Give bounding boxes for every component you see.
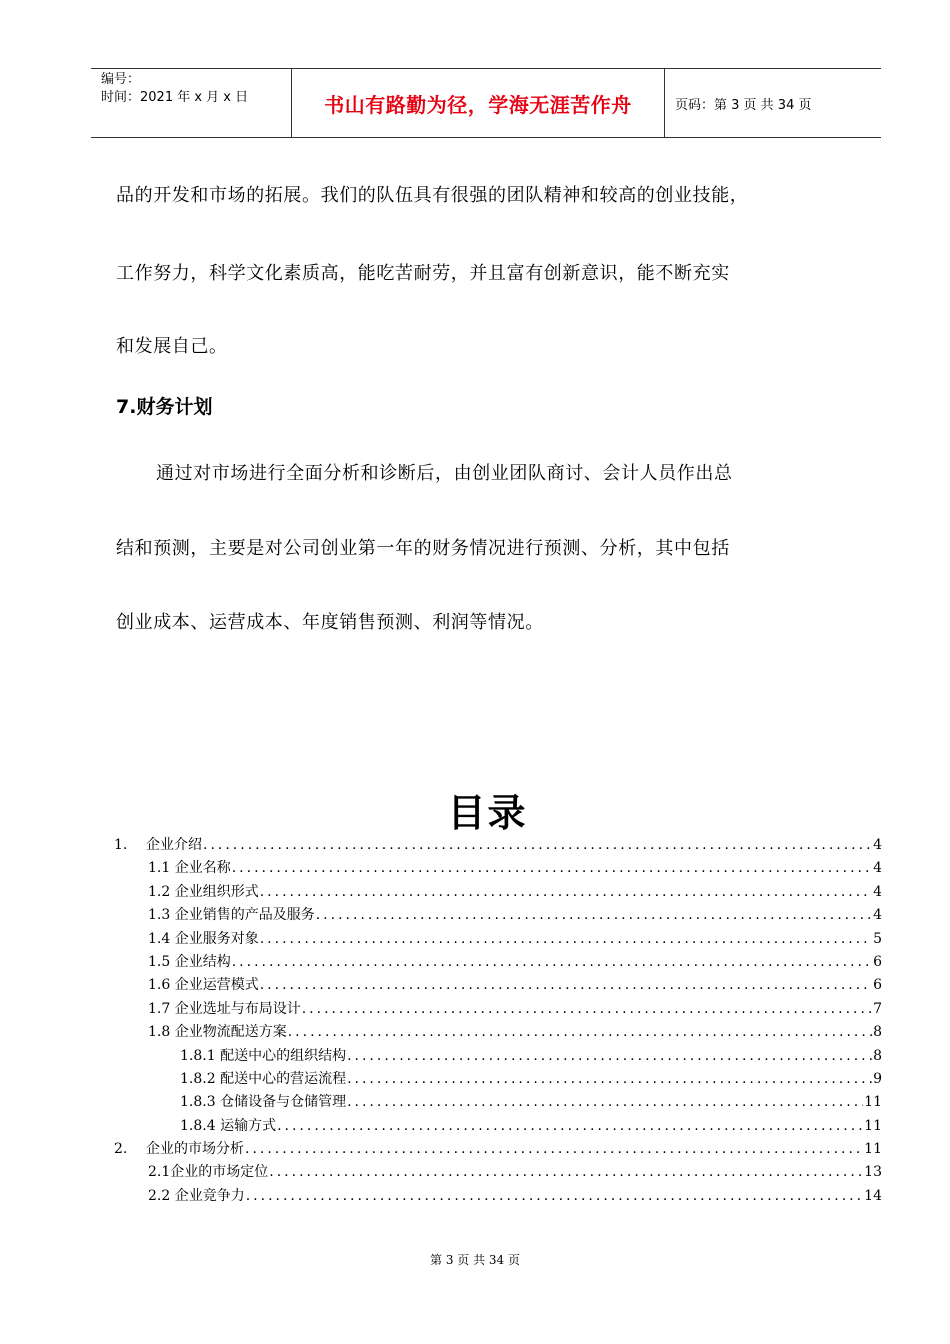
toc-entry-number: 2.2 bbox=[148, 1187, 171, 1204]
toc-title: 目录 bbox=[447, 791, 528, 835]
toc-entry-page: 8 bbox=[873, 1047, 882, 1064]
toc-entry-text: 企业销售的产品及服务 bbox=[174, 907, 315, 924]
toc-leader-dots bbox=[245, 1138, 863, 1161]
toc-entry-text: 企业介绍 bbox=[146, 837, 202, 853]
toc-leader-dots bbox=[246, 1185, 863, 1208]
toc-entry[interactable] bbox=[114, 974, 882, 997]
toc-entry[interactable] bbox=[114, 928, 882, 951]
toc-entry-text: 仓储设备与仓储管理 bbox=[220, 1094, 347, 1111]
header-time-label: 时间：2021 年 x 月 x 日 bbox=[101, 90, 249, 105]
toc-entry-text: 企业名称 bbox=[174, 860, 231, 877]
header-code-label: 编号： bbox=[101, 72, 141, 87]
toc-entry[interactable] bbox=[114, 1185, 882, 1208]
toc-entry-text: 企业服务对象 bbox=[174, 930, 259, 947]
toc-entry-number: 1.8.2 bbox=[180, 1070, 216, 1087]
toc-entry[interactable] bbox=[114, 834, 882, 857]
header-page-info: 页码：第 3 页 共 34 页 bbox=[675, 97, 812, 113]
toc-entry[interactable] bbox=[114, 904, 882, 927]
toc-leader-dots bbox=[203, 834, 872, 857]
toc-entry-text: 企业运营模式 bbox=[174, 977, 259, 994]
toc-leader-dots bbox=[347, 1068, 872, 1091]
toc-leader-dots bbox=[260, 881, 872, 904]
toc-leader-dots bbox=[347, 1091, 863, 1114]
toc-entry-page: 6 bbox=[873, 977, 882, 994]
toc-entry-text: 配送中心的组织结构 bbox=[220, 1047, 347, 1064]
toc-leader-dots bbox=[288, 1021, 872, 1044]
team-paragraph-line-1: 品的开发和市场的拓展。我们的队伍具有很强的团队精神和较高的创业技能， bbox=[116, 185, 749, 206]
page-header bbox=[91, 68, 881, 138]
toc-leader-dots bbox=[260, 928, 872, 951]
toc-entry-text: 企业选址与布局设计 bbox=[174, 1000, 301, 1017]
toc-entry-number: 1.8.4 bbox=[180, 1117, 216, 1134]
toc-entry-page: 6 bbox=[873, 953, 882, 970]
header-meta-cell bbox=[91, 69, 292, 137]
toc-entry-page: 4 bbox=[873, 837, 882, 853]
toc-entry-number: 1.8 bbox=[148, 1024, 171, 1041]
finance-paragraph-line-1: 通过对市场进行全面分析和诊断后，由创业团队商讨、会计人员作出总 bbox=[156, 463, 733, 484]
toc-entry[interactable] bbox=[114, 1068, 882, 1091]
toc-entry-number: 1.8.1 bbox=[180, 1047, 216, 1064]
toc-entry-page: 13 bbox=[864, 1164, 882, 1181]
toc-entry-number: 1.4 bbox=[148, 930, 171, 947]
toc-entry-page: 4 bbox=[873, 883, 882, 900]
finance-paragraph-line-2: 结和预测，主要是对公司创业第一年的财务情况进行预测、分析，其中包括 bbox=[116, 538, 730, 559]
toc-entry-page: 11 bbox=[864, 1117, 882, 1134]
toc-entry-number: 1.7 bbox=[148, 1000, 171, 1017]
toc-entry[interactable] bbox=[114, 857, 882, 880]
toc-entry-page: 9 bbox=[873, 1070, 882, 1087]
team-paragraph-line-2: 工作努力，科学文化素质高，能吃苦耐劳，并且富有创新意识，能不断充实 bbox=[116, 263, 730, 284]
toc-leader-dots bbox=[316, 904, 872, 927]
toc-leader-dots bbox=[269, 1161, 863, 1184]
toc-entry-number: 2.1 bbox=[148, 1164, 171, 1181]
toc-leader-dots bbox=[232, 951, 872, 974]
toc-entry-page: 4 bbox=[873, 907, 882, 924]
section-heading-finance: 7.财务计划 bbox=[116, 396, 213, 418]
toc-entry-page: 11 bbox=[864, 1141, 882, 1158]
toc-entry-number: 1.5 bbox=[148, 953, 171, 970]
toc-leader-dots bbox=[277, 1115, 863, 1138]
toc-entry-text: 企业竞争力 bbox=[174, 1187, 245, 1204]
toc-entry-page: 14 bbox=[864, 1187, 882, 1204]
toc-entry[interactable] bbox=[114, 1021, 882, 1044]
toc-entry-text: 企业的市场分析 bbox=[146, 1141, 244, 1158]
toc-entry-number: 1. bbox=[114, 837, 128, 853]
toc-entry-text: 企业组织形式 bbox=[174, 883, 259, 900]
toc-entry[interactable] bbox=[114, 881, 882, 904]
toc-entry-number: 2. bbox=[114, 1141, 128, 1158]
toc-entry-text: 企业的市场定位 bbox=[170, 1164, 269, 1181]
toc-entry[interactable] bbox=[114, 1045, 882, 1068]
finance-paragraph-line-3: 创业成本、运营成本、年度销售预测、利润等情况。 bbox=[116, 612, 544, 633]
toc-entry-page: 11 bbox=[864, 1094, 882, 1111]
toc-entry-text: 企业结构 bbox=[174, 953, 231, 970]
toc-entry-page: 7 bbox=[873, 1000, 882, 1017]
toc-entry[interactable] bbox=[114, 1138, 882, 1161]
toc-entry-page: 5 bbox=[873, 930, 882, 947]
toc-entry[interactable] bbox=[114, 951, 882, 974]
toc-entry-page: 4 bbox=[873, 860, 882, 877]
toc-entry-text: 运输方式 bbox=[220, 1117, 277, 1134]
toc-entry[interactable] bbox=[114, 1161, 882, 1184]
toc-entry-number: 1.8.3 bbox=[180, 1094, 216, 1111]
toc-entry-number: 1.1 bbox=[148, 860, 171, 877]
toc-leader-dots bbox=[260, 974, 872, 997]
table-of-contents bbox=[114, 834, 882, 1208]
toc-entry-number: 1.2 bbox=[148, 883, 171, 900]
toc-entry[interactable] bbox=[114, 1091, 882, 1114]
toc-entry-text: 企业物流配送方案 bbox=[174, 1024, 287, 1041]
team-paragraph-line-3: 和发展自己。 bbox=[116, 336, 228, 357]
page-footer: 第 3 页 共 34 页 bbox=[430, 1253, 520, 1267]
toc-entry[interactable] bbox=[114, 1115, 882, 1138]
toc-entry-text: 配送中心的营运流程 bbox=[220, 1070, 347, 1087]
toc-entry-page: 8 bbox=[873, 1024, 882, 1041]
toc-leader-dots bbox=[302, 998, 872, 1021]
header-motto: 书山有路勤为径，学海无涯苦作舟 bbox=[292, 69, 665, 137]
toc-entry[interactable] bbox=[114, 998, 882, 1021]
toc-entry-number: 1.3 bbox=[148, 907, 171, 924]
toc-entry-number: 1.6 bbox=[148, 977, 171, 994]
toc-leader-dots bbox=[232, 857, 872, 880]
toc-leader-dots bbox=[347, 1045, 872, 1068]
